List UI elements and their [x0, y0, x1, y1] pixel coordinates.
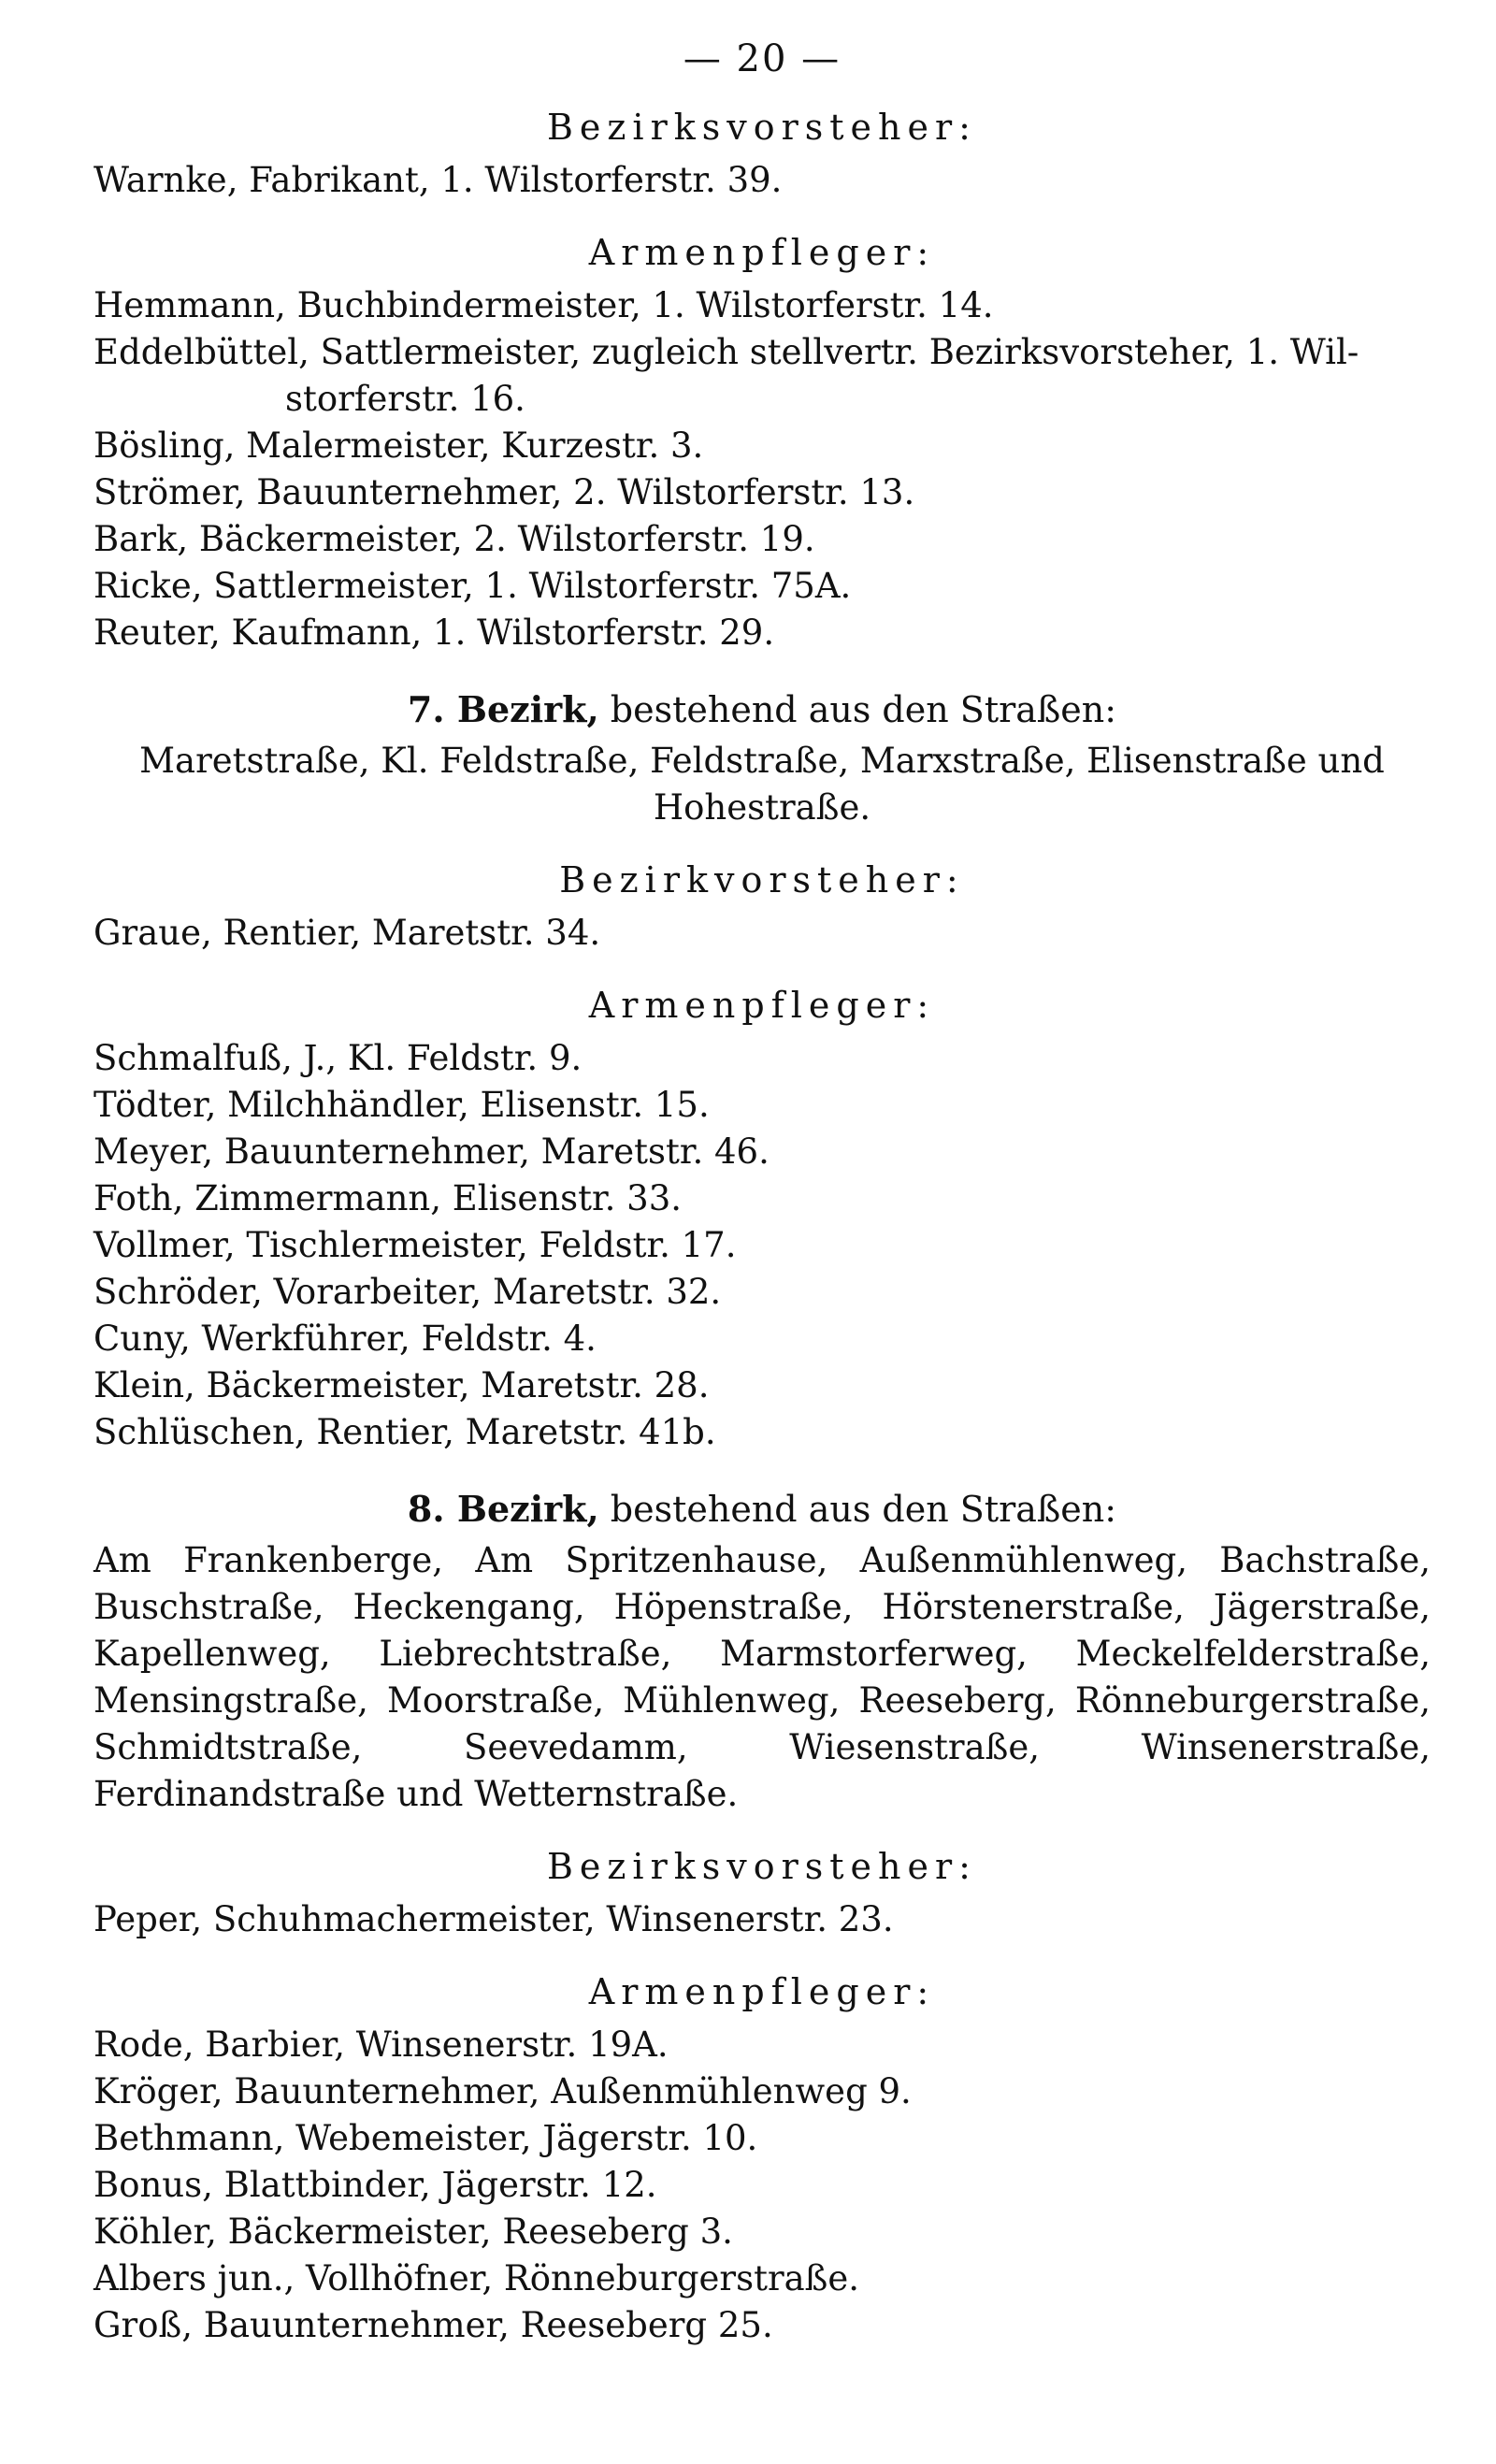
- district-description: bestehend aus den Straßen:: [598, 689, 1117, 730]
- person-entry: Schmalfuß, J., Kl. Feldstr. 9.: [94, 1038, 583, 1078]
- person-entry: Strömer, Bauunternehmer, 2. Wilstorferstr. 13.: [94, 472, 915, 512]
- person-list: [94, 1896, 1431, 1943]
- district-section-d6-tail: [94, 107, 1431, 656]
- district-number: 7. Bezirk,: [407, 688, 599, 730]
- person-entry: Peper, Schuhmachermeister, Winsenerstr. 23.: [94, 1899, 894, 1939]
- role-heading: Bezirksvorsteher:: [547, 107, 977, 148]
- person-list: [94, 2022, 1431, 2349]
- person-entry: Schlüschen, Rentier, Maretstr. 41b.: [94, 1412, 716, 1452]
- person-entry: Meyer, Bauunternehmer, Maretstr. 46.: [94, 1131, 770, 1172]
- district-section-d8: [94, 1488, 1431, 2349]
- person-entry: Vollmer, Tischlermeister, Feldstr. 17.: [94, 1225, 737, 1265]
- district-heading: [94, 1488, 1431, 1530]
- person-entry: Groß, Bauunternehmer, Reeseberg 25.: [94, 2305, 773, 2345]
- person-entry: Rode, Barbier, Winsenerstr. 19A.: [94, 2025, 669, 2065]
- person-entry: Reuter, Kaufmann, 1. Wilstorferstr. 29.: [94, 612, 775, 653]
- person-entry: Ricke, Sattlermeister, 1. Wilstorferstr. 75A.: [94, 566, 852, 606]
- role-heading: Armenpfleger:: [588, 1971, 936, 2012]
- person-entry: Foth, Zimmermann, Elisenstr. 33.: [94, 1178, 682, 1218]
- person-entry: Eddelbüttel, Sattlermeister, zugleich stellvertr. Bezirksvorsteher, 1. Wil-storferstr. 16.: [94, 332, 1359, 419]
- page-content: [94, 107, 1431, 2349]
- person-entry: Albers jun., Vollhöfner, Rönneburgerstraße.: [94, 2258, 860, 2298]
- person-entry: Bethmann, Webemeister, Jägerstr. 10.: [94, 2118, 758, 2158]
- person-entry: Tödter, Milchhändler, Elisenstr. 15.: [94, 1085, 710, 1125]
- role-heading: Armenpfleger:: [588, 985, 936, 1026]
- person-entry: Cuny, Werkführer, Feldstr. 4.: [94, 1318, 597, 1359]
- person-entry: Bösling, Malermeister, Kurzestr. 3.: [94, 425, 704, 466]
- person-list: [94, 1035, 1431, 1456]
- person-entry: Warnke, Fabrikant, 1. Wilstorferstr. 39.: [94, 160, 783, 200]
- person-entry: Bonus, Blattbinder, Jägerstr. 12.: [94, 2165, 657, 2205]
- role-heading: Bezirksvorsteher:: [547, 1846, 977, 1887]
- page-number: — 20 —: [683, 37, 842, 80]
- person-entry: Köhler, Bäckermeister, Reeseberg 3.: [94, 2212, 733, 2252]
- street-list: Maretstraße, Kl. Feldstraße, Feldstraße, Marxstraße, Elisenstraße und Hohestraße.: [139, 741, 1385, 828]
- person-entry: Kröger, Bauunternehmer, Außenmühlenweg 9.: [94, 2071, 912, 2111]
- district-section-d7: [94, 688, 1431, 1456]
- person-entry: Klein, Bäckermeister, Maretstr. 28.: [94, 1365, 710, 1405]
- district-description: bestehend aus den Straßen:: [598, 1489, 1117, 1530]
- person-list: [94, 282, 1431, 656]
- person-entry: Schröder, Vorarbeiter, Maretstr. 32.: [94, 1272, 722, 1312]
- person-entry: Graue, Rentier, Maretstr. 34.: [94, 913, 601, 953]
- role-heading: Bezirkvorsteher:: [559, 859, 965, 901]
- district-heading: [94, 688, 1431, 730]
- person-entry: Bark, Bäckermeister, 2. Wilstorferstr. 19.: [94, 519, 815, 559]
- street-list: Am Frankenberge, Am Spritzenhause, Außenmühlenweg, Bachstraße, Buschstraße, Heckengang, Höpenstraße, Hörstenerstraße, Jägerstraße, Kapellenweg, Liebrechtstraße, Marmstorferweg, Meckelfelderstraße, Mensingstraße, Moorstraße, Mühlenweg, Reeseberg, Rönneburgerstraße, Schmidtstraße, Seevedamm, Wiesenstraße, Winsenerstraße, Ferdinandstraße und Wetternstraße.: [94, 1540, 1431, 1814]
- district-number: 8. Bezirk,: [407, 1488, 599, 1530]
- person-list: [94, 910, 1431, 957]
- role-heading: Armenpfleger:: [588, 232, 936, 273]
- person-list: [94, 157, 1431, 204]
- person-entry: Hemmann, Buchbindermeister, 1. Wilstorferstr. 14.: [94, 285, 994, 325]
